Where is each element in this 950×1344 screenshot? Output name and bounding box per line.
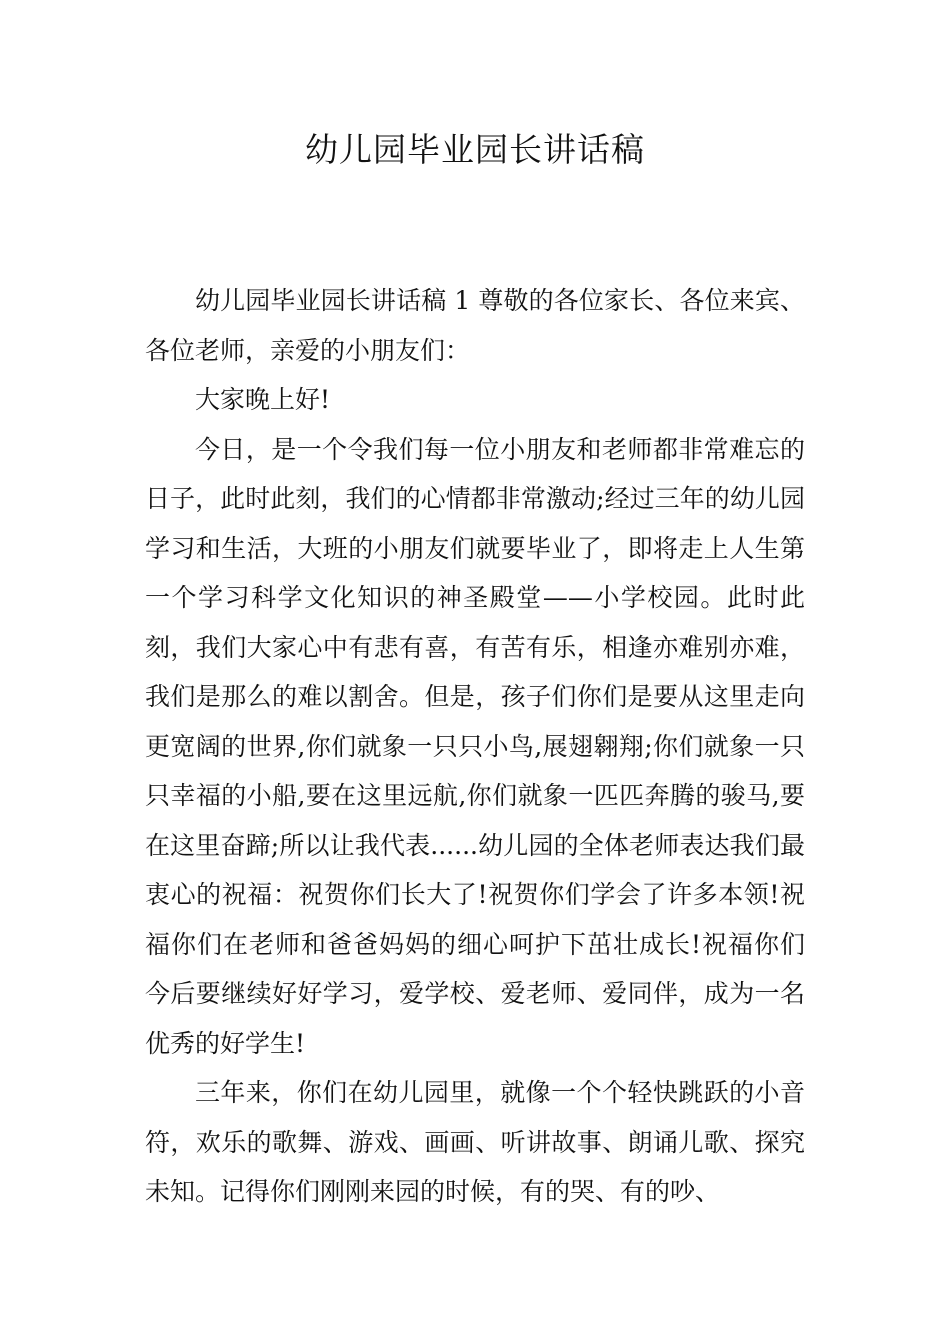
paragraph-opening: 幼儿园毕业园长讲话稿 1 尊敬的各位家长、各位来宾、各位老师，亲爱的小朋友们： <box>145 286 805 365</box>
paragraph-greeting: 大家晚上好! <box>195 385 331 414</box>
paragraph-three-years: 三年来，你们在幼儿园里，就像一个个轻快跳跃的小音符，欢乐的歌舞、游戏、画画、听讲故事、朗诵儿歌、探究未知。记得你们刚刚来园的时候，有的哭、有的吵、 <box>145 1078 805 1206</box>
document-body <box>145 276 805 1217</box>
paragraph-main: 今日，是一个令我们每一位小朋友和老师都非常难忘的日子，此时此刻，我们的心情都非常激动;经过三年的幼儿园学习和生活，大班的小朋友们就要毕业了，即将走上人生第一个学习科学文化知识的神圣殿堂——小学校园。此时此刻，我们大家心中有悲有喜，有苦有乐，相逢亦难别亦难，我们是那么的难以割舍。但是，孩子们你们是要从这里走向更宽阔的世界,你们就象一只只小鸟,展翅翱翔;你们就象一只只幸福的小船,要在这里远航,你们就象一匹匹奔腾的骏马,要在这里奋蹄;所以让我代表......幼儿园的全体老师表达我们最衷心的祝福：祝贺你们长大了!祝贺你们学会了许多本领!祝福你们在老师和爸爸妈妈的细心呵护下茁壮成长!祝福你们今后要继续好好学习，爱学校、爱老师、爱同伴，成为一名优秀的好学生! <box>145 434 805 1058</box>
document-title: 幼儿园毕业园长讲话稿 <box>305 130 645 169</box>
